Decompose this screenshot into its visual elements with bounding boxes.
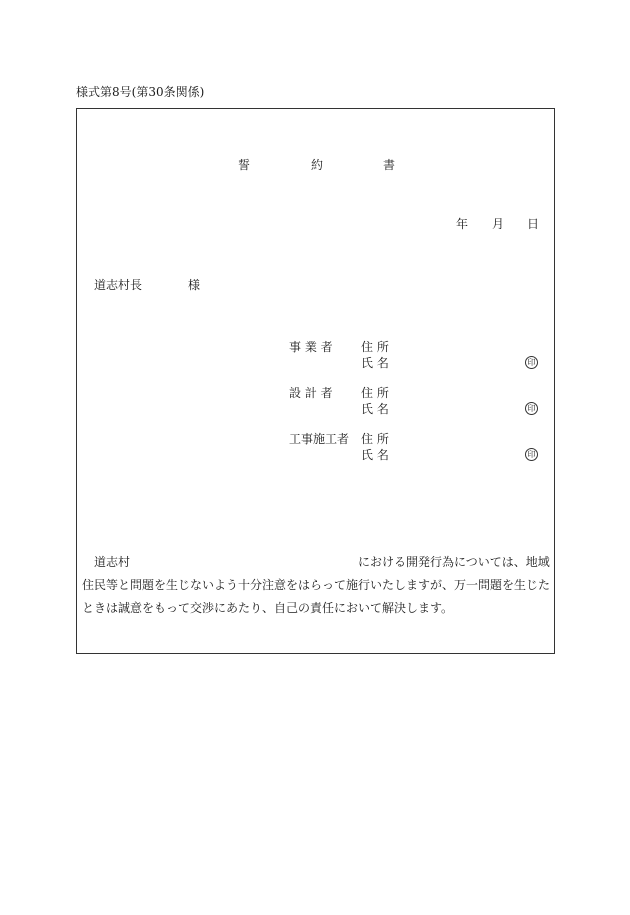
title-char-1: 誓 [238, 158, 251, 172]
party-role: 設 計 者 [289, 386, 333, 400]
addressee-name: 道志村長 [94, 278, 143, 292]
pledge-form-frame [76, 108, 555, 654]
pledge-lead: 道志村 [94, 555, 131, 569]
party-role: 事 業 者 [289, 340, 333, 354]
pledge-line2: 住民等と問題を生じないよう十分注意をはらって施行いたしますが、万一問題を生じた [82, 578, 551, 592]
party-name-label: 氏 名 [361, 356, 389, 370]
addressee-honorific: 様 [188, 278, 201, 292]
party-address-label: 住 所 [361, 432, 389, 446]
pledge-line1-tail: における開発行為については、地域 [358, 555, 550, 569]
date-month: 月 [492, 217, 505, 231]
form-number: 様式第8号(第30条関係) [76, 85, 205, 99]
pledge-line3: ときは誠意をもって交渉にあたり、自己の責任において解決します。 [82, 601, 454, 615]
party-address-label: 住 所 [361, 386, 389, 400]
date-year: 年 [456, 217, 469, 231]
title-char-2: 約 [311, 158, 324, 172]
date-day: 日 [527, 217, 540, 231]
party-role: 工事施工者 [289, 432, 350, 446]
seal-icon: 印 [525, 448, 538, 461]
party-address-label: 住 所 [361, 340, 389, 354]
seal-icon: 印 [525, 356, 538, 369]
party-name-label: 氏 名 [361, 448, 389, 462]
title-char-3: 書 [383, 158, 396, 172]
party-name-label: 氏 名 [361, 402, 389, 416]
seal-icon: 印 [525, 402, 538, 415]
